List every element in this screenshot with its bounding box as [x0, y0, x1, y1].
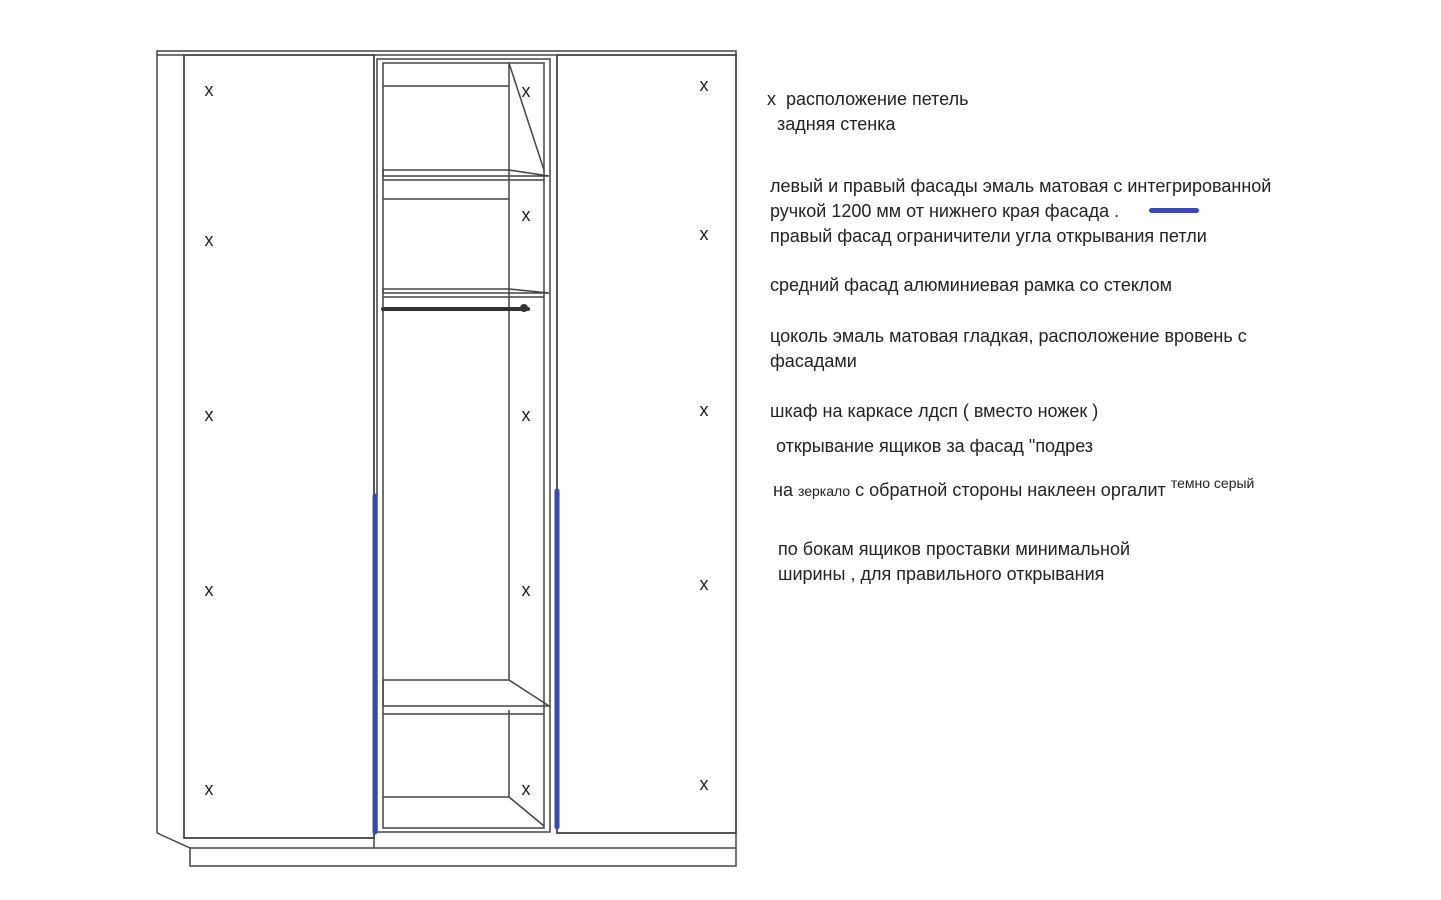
legend-right-facade: правый фасад ограничители угла открывания петли — [770, 226, 1207, 246]
hinge-mark: x — [204, 80, 214, 100]
legend-middle-facade: средний фасад алюминиевая рамка со стеклом — [770, 275, 1172, 295]
rod-holder — [520, 304, 528, 312]
right-facade — [557, 55, 736, 833]
handle-swatch — [1149, 208, 1199, 213]
legend-carcass: шкаф на каркасе лдсп ( вместо ножек ) — [770, 401, 1099, 421]
hinge-mark: x — [204, 779, 214, 799]
hinge-mark: x — [204, 230, 214, 250]
hinge-mark: x — [521, 580, 531, 600]
shelf-3 — [383, 289, 549, 293]
hinge-mark: x — [699, 75, 709, 95]
legend-spacers-line1: по бокам ящиков проставки минимальной — [778, 539, 1131, 559]
legend-hinge-label: расположение петель — [786, 89, 969, 109]
legend-hinge — [767, 87, 968, 112]
shelf-2 — [383, 170, 549, 176]
legend-mirror-part1: на — [773, 480, 793, 500]
middle-opening — [377, 59, 550, 832]
shelf-bottom — [383, 680, 549, 706]
legend-hinge-mark: x — [767, 89, 776, 109]
legend-side-facades-text: ручкой 1200 мм от нижнего края фасада . — [770, 201, 1120, 221]
hinge-mark: x — [204, 580, 214, 600]
hinge-mark: x — [699, 574, 709, 594]
legend-side-facades-line2 — [770, 199, 1199, 224]
hinge-mark: x — [521, 81, 531, 101]
legend-mirror-part2: зеркало — [797, 483, 851, 499]
legend-mirror-part3: с обратной стороны наклеен оргалит — [855, 480, 1166, 500]
legend-mirror-part4: темно серый — [1170, 475, 1255, 491]
hinge-mark: x — [699, 224, 709, 244]
plinth — [190, 848, 736, 866]
hinge-mark: x — [204, 405, 214, 425]
legend-spacers-line2: ширины , для правильного открывания — [778, 564, 1105, 584]
legend-drawers: открывание ящиков за фасад "подрез — [776, 436, 1094, 456]
legend-mirror — [773, 475, 1255, 504]
legend-side-facades-line1: левый и правый фасады эмаль матовая с интегрированной — [770, 176, 1272, 196]
legend-plinth-line1: цоколь эмаль матовая гладкая, расположение вровень с — [770, 326, 1247, 346]
hinge-mark: x — [521, 779, 531, 799]
left-facade — [184, 55, 374, 838]
legend-plinth-line2: фасадами — [770, 351, 857, 371]
hinge-mark: x — [521, 405, 531, 425]
legend-back-panel: задняя стенка — [777, 114, 896, 134]
hinge-mark: x — [699, 774, 709, 794]
hinge-mark: x — [521, 205, 531, 225]
hinge-mark: x — [699, 400, 709, 420]
